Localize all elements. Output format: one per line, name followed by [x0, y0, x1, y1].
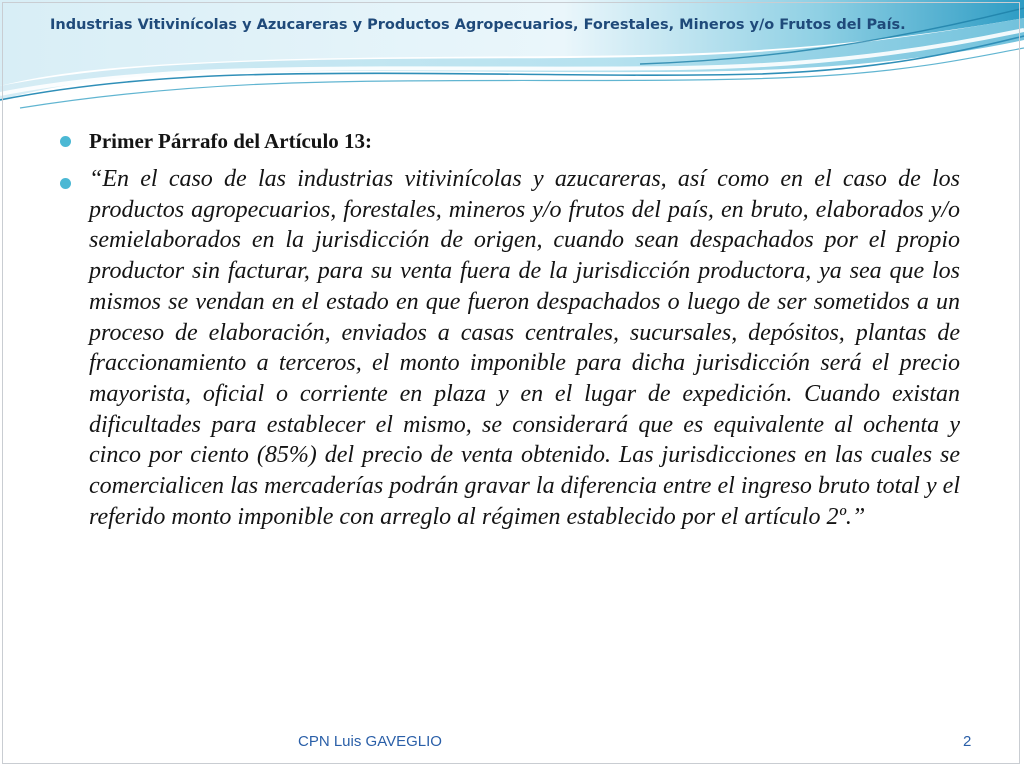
footer-page-number: 2	[963, 733, 972, 750]
slide-content	[60, 124, 960, 538]
article-quote: “En el caso de las industrias vitivinícolas y azucareras, así como en el caso de los productos agropecuarios, forestales, mineros y/o frutos del país, en bruto, elaborados y/o semielaborados en la jurisdicción de origen, cuando sean despachados por el propio productor sin facturar, para su venta fuera de la jurisdicción productora, ya sea que los mismos se vendan en el estado en que fueron despachados o luego de ser sometidos a un proceso de elaboración, enviados a casas centrales, sucursales, depósitos, plantas de fraccionamiento a terceros, el monto imponible para dicha jurisdicción será el precio mayorista, oficial o corriente en plaza y en el lugar de expedición. Cuando existan dificultades para establecer el mismo, se considerará que es equivalente al ochenta y cinco por ciento (85%) del precio de venta obtenido. Las jurisdicciones en las cuales se comercialicen las mercaderías podrán gravar la diferencia entre el ingreso bruto total y el referido monto imponible con arreglo al régimen establecido por el artículo 2º.”	[89, 166, 960, 530]
bullet-item-quote	[60, 164, 960, 532]
article-heading: Primer Párrafo del Artículo 13:	[89, 129, 373, 153]
footer-author: CPN Luis GAVEGLIO	[298, 733, 442, 750]
bullet-dot-icon	[60, 178, 71, 189]
slide-header-title: Industrias Vitivinícolas y Azucareras y Productos Agropecuarios, Forestales, Mineros y/o Frutos del País.	[50, 17, 906, 33]
bullet-item-heading	[60, 124, 960, 158]
bullet-dot-icon	[60, 136, 71, 147]
